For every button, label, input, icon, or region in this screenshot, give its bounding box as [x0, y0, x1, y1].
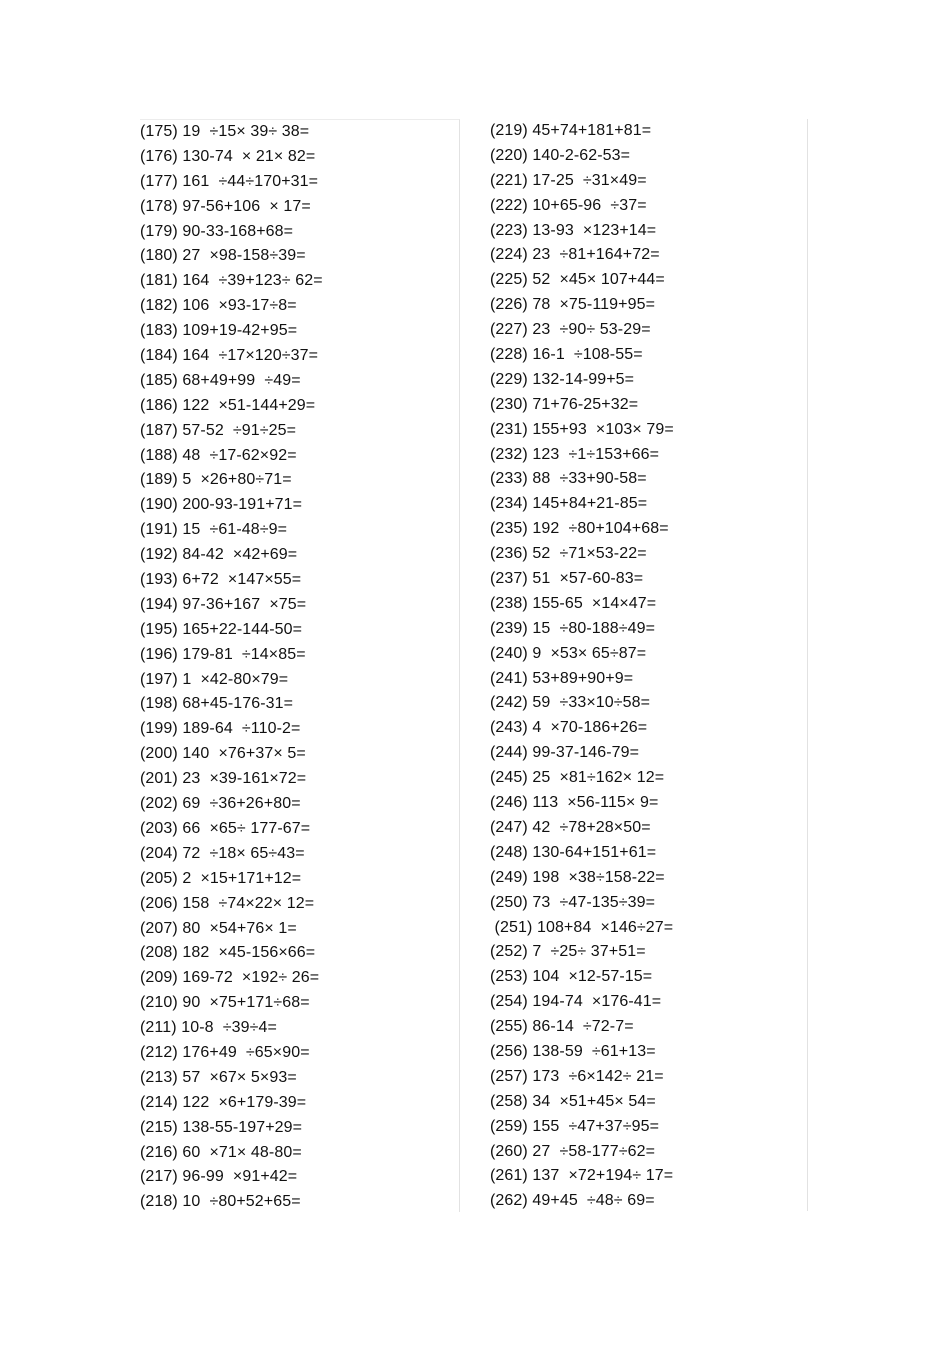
problem-item: (196) 179-81 ÷14×85=: [140, 645, 306, 663]
problem-item: (222) 10+65-96 ÷37=: [490, 196, 647, 214]
problem-item: (262) 49+45 ÷48÷ 69=: [490, 1192, 655, 1210]
problem-item: (177) 161 ÷44÷170+31=: [140, 172, 319, 190]
problem-item: (191) 15 ÷61-48÷9=: [140, 521, 288, 539]
right-problem-column: [490, 119, 808, 1211]
problem-item: (175) 19 ÷15× 39÷ 38=: [140, 123, 310, 140]
problem-item: (223) 13-93 ×123+14=: [490, 221, 657, 239]
problem-item: (212) 176+49 ÷65×90=: [140, 1043, 310, 1061]
problem-item: (228) 16-1 ÷108-55=: [490, 346, 643, 364]
problem-item: (258) 34 ×51+45× 54=: [490, 1092, 656, 1110]
problem-item: (237) 51 ×57-60-83=: [490, 570, 644, 588]
problem-item: (211) 10-8 ÷39÷4=: [140, 1019, 277, 1037]
problem-item: (239) 15 ÷80-188÷49=: [490, 619, 656, 637]
problem-item: (217) 96-99 ×91+42=: [140, 1168, 298, 1186]
problem-item: (188) 48 ÷17-62×92=: [140, 446, 297, 464]
problem-item: (240) 9 ×53× 65÷87=: [490, 644, 647, 662]
problem-item: (233) 88 ÷33+90-58=: [490, 470, 647, 488]
problem-item: (243) 4 ×70-186+26=: [490, 719, 648, 737]
problem-item: (231) 155+93 ×103× 79=: [490, 420, 674, 438]
problem-item: (253) 104 ×12-57-15=: [490, 968, 653, 986]
problem-item: (189) 5 ×26+80÷71=: [140, 471, 292, 489]
problem-item: (198) 68+45-176-31=: [140, 695, 294, 713]
problem-item: (182) 106 ×93-17÷8=: [140, 297, 297, 315]
problem-item: (252) 7 ÷25÷ 37+51=: [490, 943, 646, 961]
problem-item: (178) 97-56+106 × 17=: [140, 197, 311, 215]
problem-item: (215) 138-55-197+29=: [140, 1118, 303, 1136]
problem-item: (216) 60 ×71× 48-80=: [140, 1143, 302, 1161]
problem-item: (210) 90 ×75+171÷68=: [140, 994, 310, 1012]
problem-item: (180) 27 ×98-158÷39=: [140, 247, 306, 265]
problem-item: (245) 25 ×81÷162× 12=: [490, 769, 665, 787]
problem-item: (234) 145+84+21-85=: [490, 495, 648, 513]
problem-item: (179) 90-33-168+68=: [140, 222, 294, 240]
problem-item: (187) 57-52 ÷91÷25=: [140, 421, 297, 439]
problem-item: (260) 27 ÷58-177÷62=: [490, 1142, 656, 1160]
problem-item: (261) 137 ×72+194÷ 17=: [490, 1167, 674, 1185]
problem-item: (219) 45+74+181+81=: [490, 122, 652, 139]
problem-item: (220) 140-2-62-53=: [490, 146, 631, 164]
problem-item: (197) 1 ×42-80×79=: [140, 670, 289, 688]
problem-item: (201) 23 ×39-161×72=: [140, 770, 307, 788]
problem-item: (192) 84-42 ×42+69=: [140, 546, 298, 564]
problem-item: (241) 53+89+90+9=: [490, 669, 634, 687]
problem-item: (248) 130-64+151+61=: [490, 843, 657, 861]
problem-item: (190) 200-93-191+71=: [140, 496, 303, 514]
problem-item: (249) 198 ×38÷158-22=: [490, 868, 665, 886]
problem-item: (232) 123 ÷1÷153+66=: [490, 445, 660, 463]
problem-item: (246) 113 ×56-115× 9=: [490, 794, 659, 812]
problem-item: (206) 158 ÷74×22× 12=: [140, 894, 315, 912]
problem-item: (204) 72 ÷18× 65÷43=: [140, 844, 305, 862]
left-problem-column: [140, 119, 460, 1212]
problem-item: (235) 192 ÷80+104+68=: [490, 520, 669, 538]
problem-item: (199) 189-64 ÷110-2=: [140, 720, 301, 738]
problem-item: (250) 73 ÷47-135÷39=: [490, 893, 656, 911]
problem-item: (255) 86-14 ÷72-7=: [490, 1018, 634, 1036]
problem-item: (218) 10 ÷80+52+65=: [140, 1193, 301, 1211]
problem-item: (259) 155 ÷47+37÷95=: [490, 1117, 660, 1135]
problem-item: (224) 23 ÷81+164+72=: [490, 246, 660, 264]
problem-item: (257) 173 ÷6×142÷ 21=: [490, 1067, 664, 1085]
problem-item: (230) 71+76-25+32=: [490, 395, 639, 413]
problem-item: (221) 17-25 ÷31×49=: [490, 171, 647, 189]
problem-item: (209) 169-72 ×192÷ 26=: [140, 969, 320, 987]
problem-item: (254) 194-74 ×176-41=: [490, 993, 662, 1011]
problem-item: (200) 140 ×76+37× 5=: [140, 745, 306, 763]
problem-item: (181) 164 ÷39+123÷ 62=: [140, 272, 323, 290]
problem-item: (176) 130-74 × 21× 82=: [140, 147, 316, 165]
problem-item: (186) 122 ×51-144+29=: [140, 396, 316, 414]
problem-item: (203) 66 ×65÷ 177-67=: [140, 819, 311, 837]
problem-item: (184) 164 ÷17×120÷37=: [140, 347, 319, 365]
problem-item: (229) 132-14-99+5=: [490, 370, 635, 388]
problem-item: (194) 97-36+167 ×75=: [140, 595, 307, 613]
problem-item: (238) 155-65 ×14×47=: [490, 594, 657, 612]
problem-item: (205) 2 ×15+171+12=: [140, 869, 302, 887]
problem-item: (195) 165+22-144-50=: [140, 620, 303, 638]
problem-item: (247) 42 ÷78+28×50=: [490, 818, 651, 836]
problem-item: (251) 108+84 ×146÷27=: [490, 918, 674, 936]
problem-item: (227) 23 ÷90÷ 53-29=: [490, 321, 651, 339]
problem-item: (183) 109+19-42+95=: [140, 322, 298, 340]
problem-item: (226) 78 ×75-119+95=: [490, 296, 656, 314]
problem-item: (185) 68+49+99 ÷49=: [140, 371, 301, 389]
problem-item: (242) 59 ÷33×10÷58=: [490, 694, 651, 712]
problem-item: (214) 122 ×6+179-39=: [140, 1093, 307, 1111]
problem-item: (207) 80 ×54+76× 1=: [140, 919, 297, 937]
problem-item: (244) 99-37-146-79=: [490, 744, 640, 762]
problem-item: (208) 182 ×45-156×66=: [140, 944, 316, 962]
problem-item: (225) 52 ×45× 107+44=: [490, 271, 665, 289]
problem-item: (236) 52 ÷71×53-22=: [490, 545, 647, 563]
problem-item: (202) 69 ÷36+26+80=: [140, 795, 301, 813]
problem-item: (213) 57 ×67× 5×93=: [140, 1068, 297, 1086]
problem-item: (256) 138-59 ÷61+13=: [490, 1042, 656, 1060]
problem-item: (193) 6+72 ×147×55=: [140, 571, 302, 589]
